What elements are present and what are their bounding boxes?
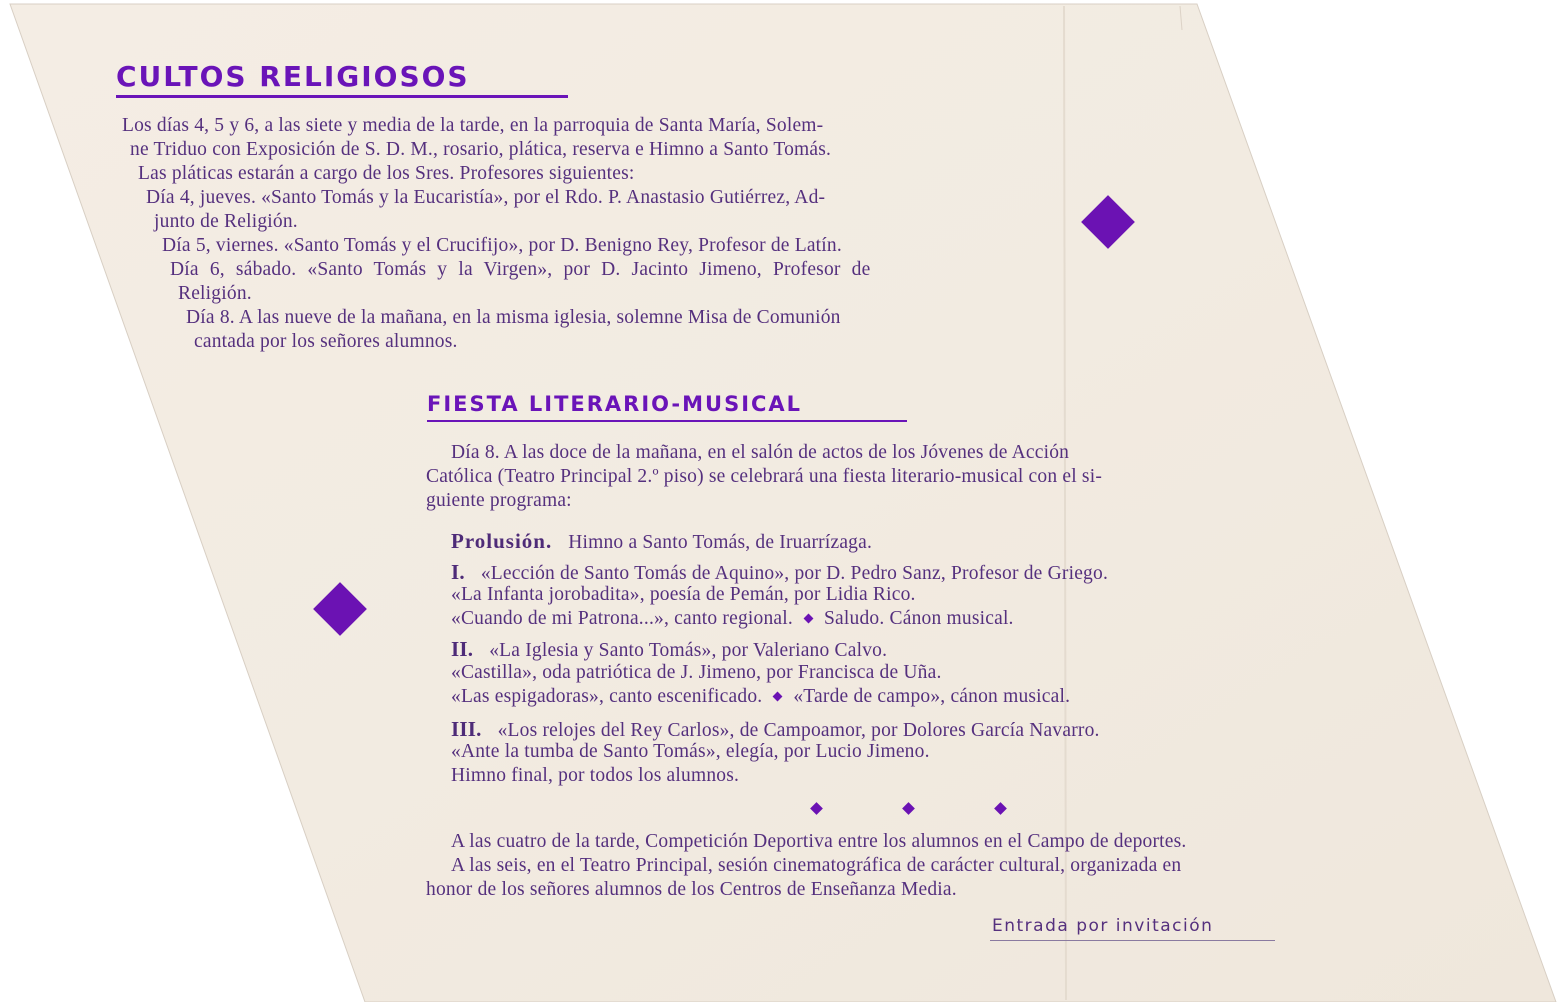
part3-item-3: Himno final, por todos los alumnos. xyxy=(451,765,740,786)
cultos-title: CULTOS RELIGIOSOS xyxy=(116,60,470,93)
entrada-note: Entrada por invitación xyxy=(992,916,1214,936)
prolusion-label: Prolusión. xyxy=(451,529,553,553)
cultos-line-2: ne Triduo con Exposición de S. D. M., rosario, plática, reserva e Himno a Santo Tomás. xyxy=(130,139,832,160)
diamond-separator-icon xyxy=(804,613,814,623)
part3-item-1: «Los relojes del Rey Carlos», de Campoamor, por Dolores García Navarro. xyxy=(497,720,1100,741)
fiesta-intro-3: guiente programa: xyxy=(426,490,572,511)
part1-item-1: «Lección de Santo Tomás de Aquino», por D. Pedro Sanz, Profesor de Griego. xyxy=(480,563,1109,584)
part2-item-4: «Tarde de campo», cánon musical. xyxy=(793,686,1071,707)
part3-line-1 xyxy=(451,717,1100,742)
fiesta-title-underline xyxy=(427,420,907,422)
part2-item-2: «Castilla», oda patriótica de J. Jimeno, por Francisca de Uña. xyxy=(451,662,942,683)
part3-item-2: «Ante la tumba de Santo Tomás», elegía, por Lucio Jimeno. xyxy=(451,741,930,762)
fiesta-title: FIESTA LITERARIO-MUSICAL xyxy=(427,392,803,416)
tarde-line-1: A las cuatro de la tarde, Competición Deportiva entre los alumnos en el Campo de deportes. xyxy=(451,831,1187,852)
prolusion-line xyxy=(451,529,872,554)
part2-label: II. xyxy=(451,637,474,661)
part1-item-3: «Cuando de mi Patrona...», canto regional. xyxy=(451,608,793,629)
part2-item-3: «Las espigadoras», canto escenificado. xyxy=(451,686,763,707)
part1-line-1 xyxy=(451,560,1108,585)
cultos-line-1: Los días 4, 5 y 6, a las siete y media de la tarde, en la parroquia de Santa María, Solem- xyxy=(122,115,824,136)
tarde-line-3: honor de los señores alumnos de los Centros de Enseñanza Media. xyxy=(426,879,957,900)
part1-item-4: Saludo. Cánon musical. xyxy=(824,608,1014,629)
fiesta-intro-1: Día 8. A las doce de la mañana, en el salón de actos de los Jóvenes de Acción xyxy=(451,442,1070,463)
fiesta-intro-2: Católica (Teatro Principal 2.º piso) se celebrará una fiesta literario-musical con el si- xyxy=(426,466,1103,487)
part1-item-2: «La Infanta jorobadita», poesía de Pemán, por Lidia Rico. xyxy=(451,584,916,605)
part2-line-3 xyxy=(451,686,1070,708)
cultos-line-3: Las pláticas estarán a cargo de los Sres. Profesores siguientes: xyxy=(138,163,635,184)
part3-label: III. xyxy=(451,717,482,741)
prolusion-text: Himno a Santo Tomás, de Iruarrízaga. xyxy=(568,532,873,553)
cultos-line-5: junto de Religión. xyxy=(154,211,298,232)
cultos-line-10: cantada por los señores alumnos. xyxy=(194,331,458,352)
cultos-line-4: Día 4, jueves. «Santo Tomás y la Eucaristía», por el Rdo. P. Anastasio Gutiérrez, Ad- xyxy=(146,187,826,208)
tarde-line-2: A las seis, en el Teatro Principal, sesión cinematográfica de carácter cultural, organizada en xyxy=(451,855,1182,876)
part2-line-1 xyxy=(451,637,887,662)
part1-label: I. xyxy=(451,560,465,584)
entrada-underline xyxy=(990,940,1275,941)
cultos-line-8: Religión. xyxy=(178,283,252,304)
diamond-separator-icon xyxy=(773,691,783,701)
cultos-line-6: Día 5, viernes. «Santo Tomás y el Crucifijo», por D. Benigno Rey, Profesor de Latín. xyxy=(162,235,842,256)
part2-item-1: «La Iglesia y Santo Tomás», por Valeriano Calvo. xyxy=(489,640,888,661)
cultos-title-underline xyxy=(116,95,568,98)
part1-line-3 xyxy=(451,608,1014,630)
cultos-line-9: Día 8. A las nueve de la mañana, en la misma iglesia, solemne Misa de Comunión xyxy=(186,307,841,328)
cultos-line-7: Día 6, sábado. «Santo Tomás y la Virgen», por D. Jacinto Jimeno, Profesor de xyxy=(170,259,871,280)
